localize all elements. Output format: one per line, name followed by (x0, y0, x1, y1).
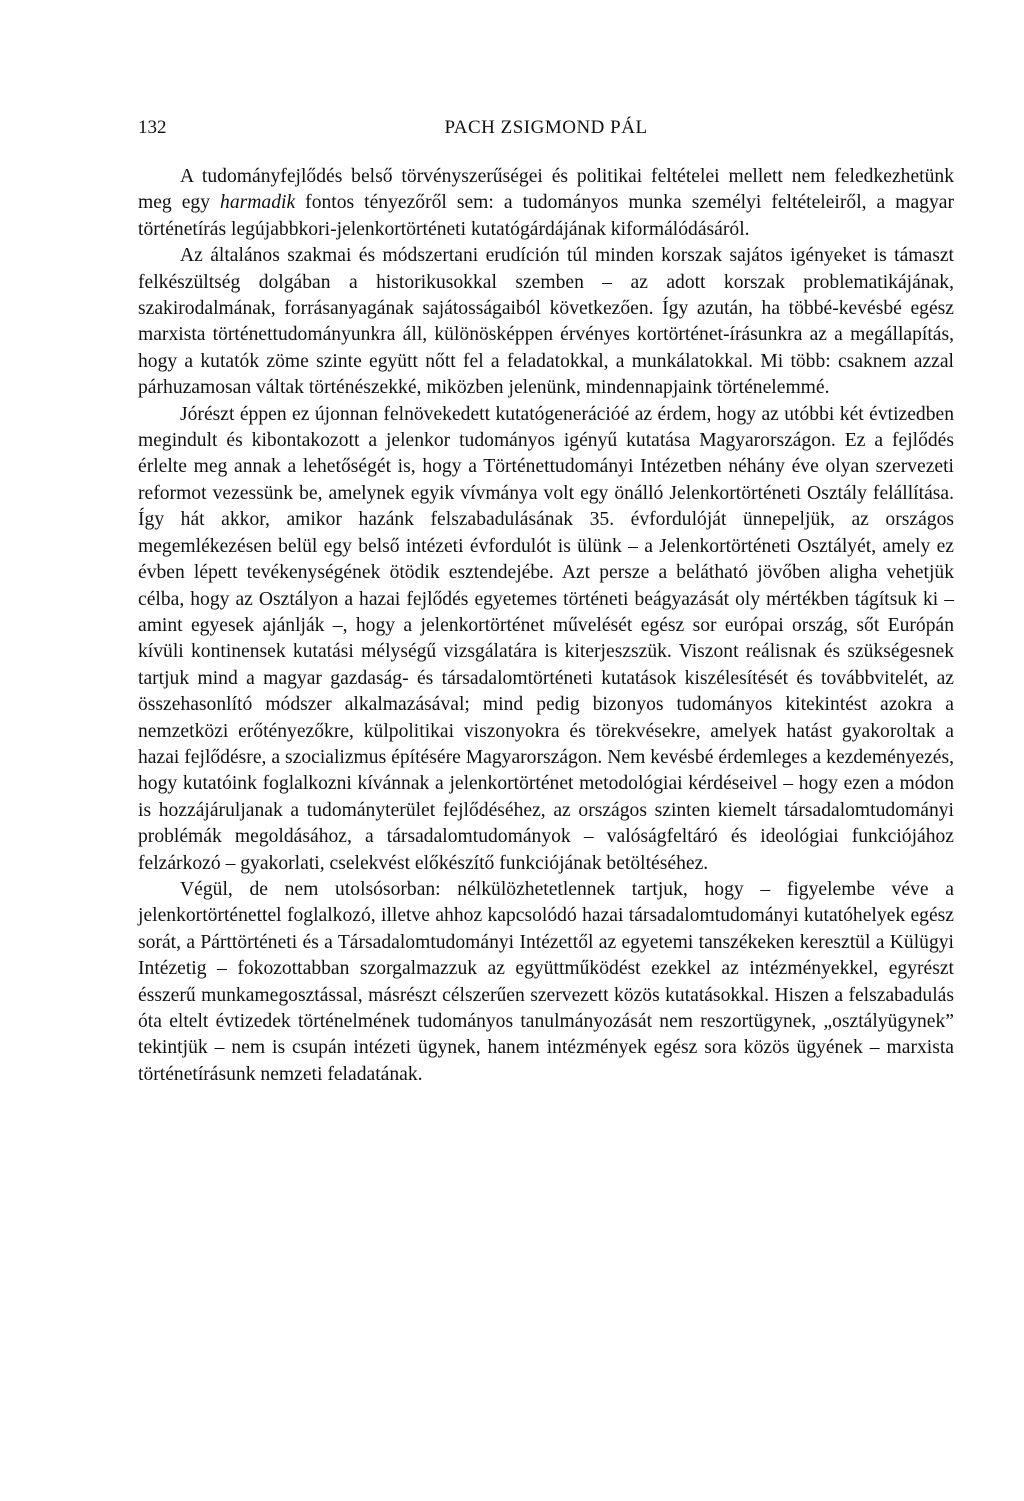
paragraph-1-text-before-italic: A tudományfejlődés belső törvényszerűségei és politikai feltételei mellett nem feledkezhetünk meg egy (138, 166, 954, 214)
emphasized-word: harmadik (220, 192, 296, 214)
body-text (138, 164, 954, 1088)
running-title: PACH ZSIGMOND PÁL (444, 117, 648, 138)
paragraph-2: Az általános szakmai és módszertani erudíción túl minden korszak sajátos igényeket is támaszt felkészültség dolgában a historikusokkal szemben – az adott korszak problematikájának, szakirodalmának, forrásanyagának sajátosságaiból következően. Így azután, ha többé-kevésbé egész marxista történettudományunkra áll, különösképpen érvényes kortörténet-írásunkra az a megállapítás, hogy a kutatók zöme szinte együtt nőtt fel a feladatokkal, a munkálatokkal. Mi több: csaknem azzal párhuzamosan váltak történészekké, miközben jelenünk, mindennapjaink történelemmé. (138, 245, 954, 399)
running-header (138, 114, 954, 142)
paragraph-3: Jórészt éppen ez újonnan felnövekedett kutatógenerációé az érdem, hogy az utóbbi két évtizedben megindult és kibontakozott a jelenkor tudományos igényű kutatása Magyarországon. Ez a fejlődés érlelte meg annak a lehetőségét is, hogy a Történettudományi Intézetben néhány éve olyan szervezeti reformot vezessünk be, amelynek egyik vívmánya volt egy önálló Jelenkortörténeti Osztály felállítása. Így hát akkor, amikor hazánk felszabadulásának 35. évfordulóját ünnepeljük, az országos megemlékezésen belül egy belső intézeti évfordulót is ülünk – a Jelenkortörténeti Osztályét, amely ez évben lépett tevékenységének ötödik esztendejébe. Azt persze a belátható jövőben aligha vehetjük célba, hogy az Osztályon a hazai fejlődés egyetemes történeti beágyazását oly mértékben tágítsuk ki – amint egyesek ajánlják –, hogy a jelenkortörténet művelését egész sor európai ország, sőt Európán kívüli kontinensek kutatási mélységű vizsgálatára is kiterjeszszük. Viszont reálisnak és szükségesnek tartjuk mind a magyar gazdaság- és társadalomtörténeti kutatások kiszélesítését és továbbvitelét, az összehasonlító módszer alkalmazásával; mind pedig bizonyos tudományos kitekintést azokra a nemzetközi erőtényezőkre, külpolitikai viszonyokra és törekvésekre, amelyek hatást gyakoroltak a hazai fejlődésre, a szocializmus építésére Magyarországon. Nem kevésbé érdemleges a kezdeményezés, hogy kutatóink foglalkozni kívánnak a jelenkortörténet metodológiai kérdéseivel – hogy ezen a módon is hozzájáruljanak a tudományterület fejlődéséhez, az országos szinten kiemelt társadalomtudományi problémák megoldásához, a társadalomtudományok – valóságfeltáró és ideológiai funkciójához felzárkozó – gyakorlati, cselekvést előkészítő funkciójának betöltéséhez. (138, 403, 954, 874)
paragraph-1-text-after-italic: fontos tényezőről sem: a tudományos munka személyi feltételeiről, a magyar történetírás legújabbkori-jelenkortörténeti kutatógárdájának kiformálódásáról. (138, 192, 954, 240)
paragraph-1 (138, 164, 954, 243)
paragraph-4: Végül, de nem utolsósorban: nélkülözhetetlennek tartjuk, hogy – figyelembe véve a jelenkortörténettel foglalkozó, illetve ahhoz kapcsolódó hazai társadalomtudományi kutatóhelyek egész sorát, a Párttörténeti és a Társadalomtudományi Intézettől az egyetemi tanszékeken keresztül a Külügyi Intézetig – fokozottabban szorgalmazzuk az együttműködést ezekkel az intézményekkel, egyrészt ésszerű munkamegosztással, másrészt célszerűen szervezett közös kutatásokkal. Hiszen a felszabadulás óta eltelt évtizedek történelmének tudományos tanulmányozását nem reszortügynek, „osztályügynek” tekintjük – nem is csupán intézeti ügynek, hanem intézmények egész sora közös ügyének – marxista történetírásunk nemzeti feladatának. (138, 878, 954, 1085)
page-number: 132 (138, 117, 167, 138)
